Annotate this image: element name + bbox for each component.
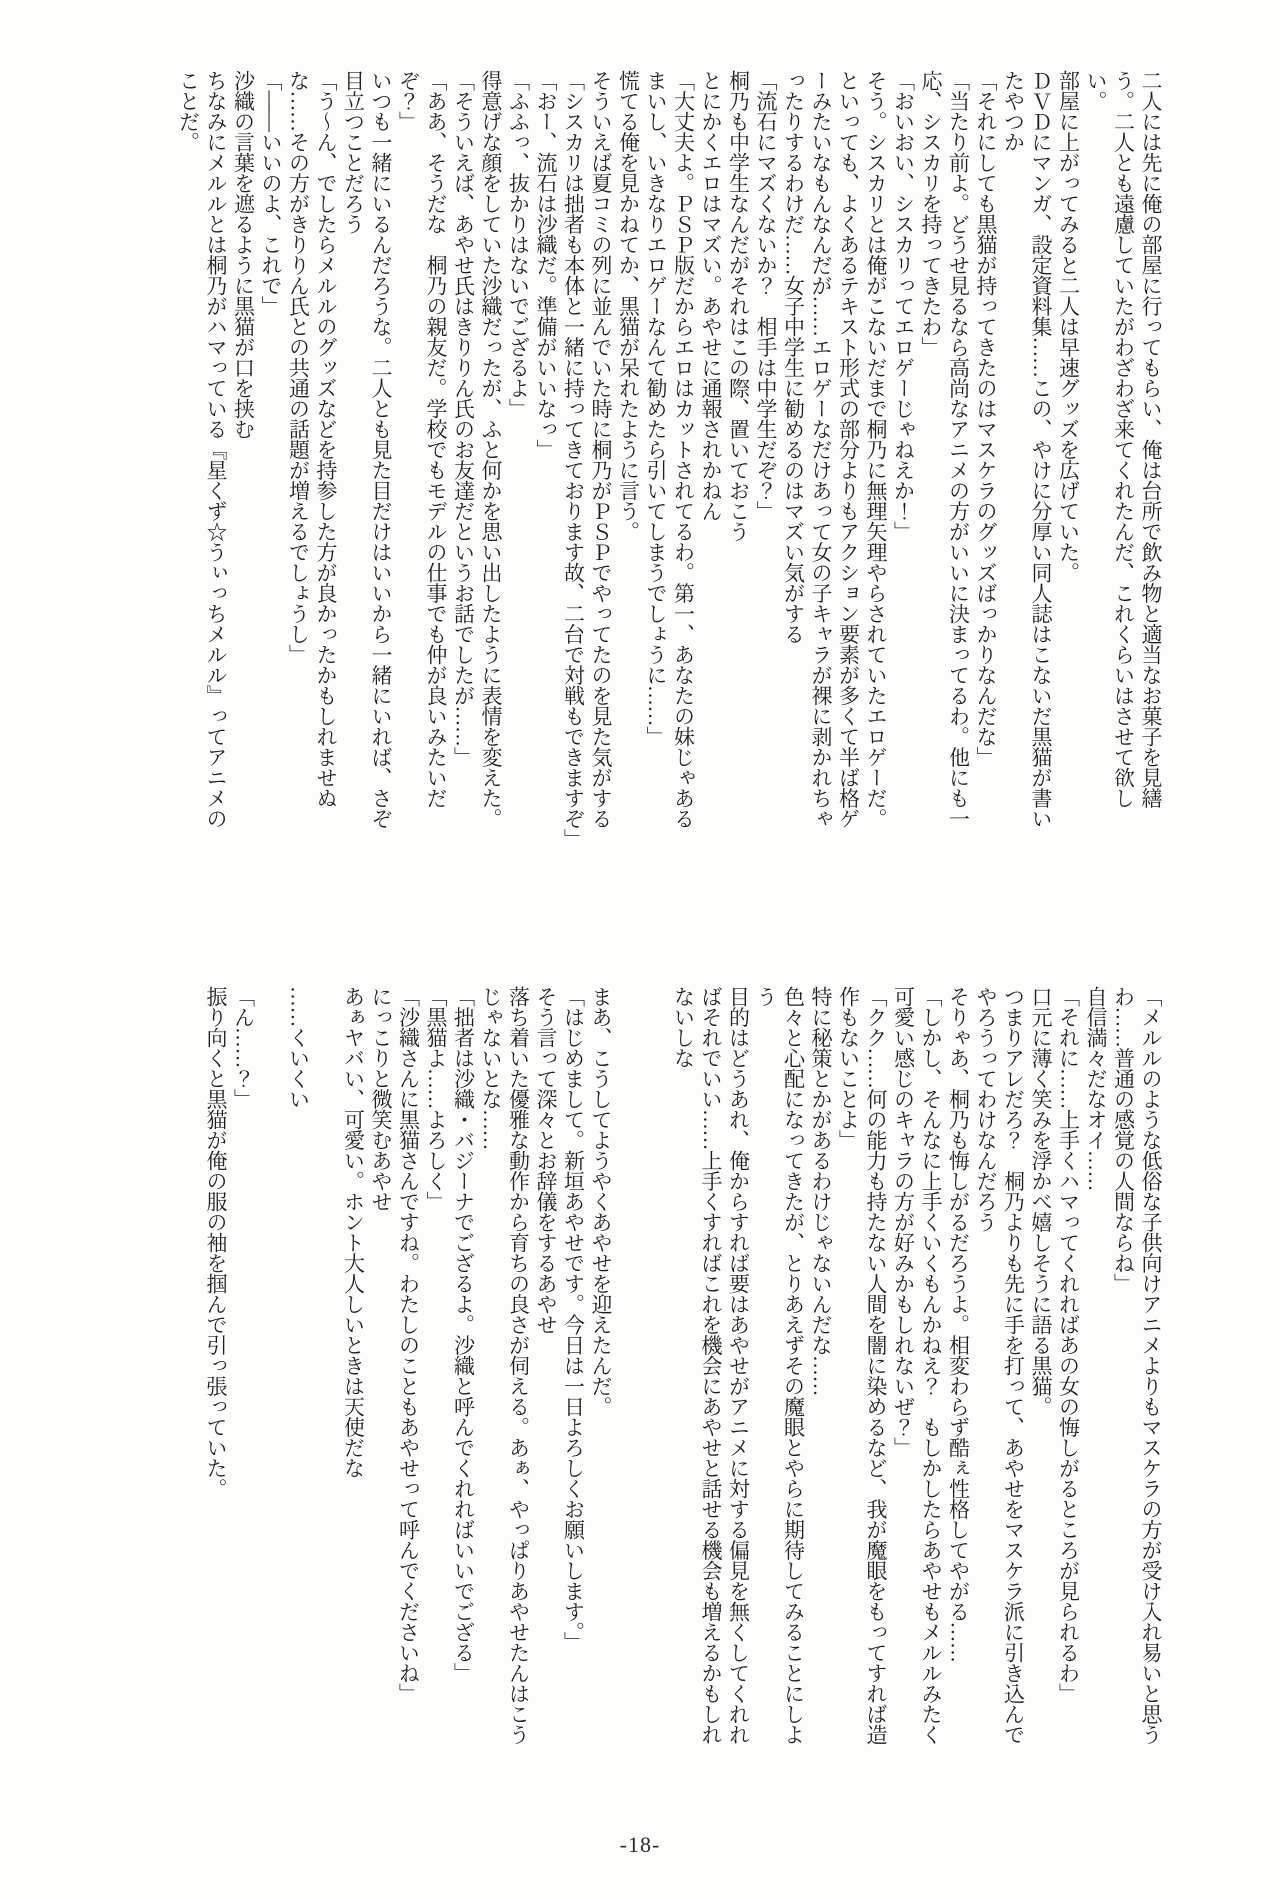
paragraph: そういえば夏コミの列に並んでいた時に桐乃がＰＳＰでやってたのを見た気がする [589, 70, 613, 829]
paragraph: 振り向くと黒猫が俺の服の袖を掴んで引っ張っていた。 [204, 986, 228, 1499]
paragraph: 慌てる俺を見かねてか、黒猫が呆れたように言う。 [616, 70, 641, 542]
paragraph: 「メルルのような低俗な子供向けアニメよりもマスケラの方が受け入れ易いと思うわ……普通の感覚の人間ならね」 [1111, 986, 1163, 1745]
paragraph: あぁヤバい、可愛い。ホント大人しいときは天使だな [341, 986, 366, 1478]
paragraph: 落ち着いた優雅な動作から育ちの良さが伺える。あぁ、やっぱりあやせたんはこうじゃないとな…… [479, 986, 531, 1745]
paragraph: いつも一緒にいるんだろうな。二人とも見た目だけはいいから一緒にいれば、さぞ目立つことだろう [341, 70, 393, 829]
blank-line [614, 986, 642, 1756]
paragraph: 「シスカリは拙者も本体と一緒に持ってきております故、二台で対戦もできますぞ」 [561, 70, 586, 849]
paragraph: 色々と心配になってきたが、とりあえずその魔眼とやらに期待してみることにしよう [754, 986, 806, 1745]
blank-line [312, 986, 340, 1756]
paragraph: 「ああ、そうだな 桐乃の親友だ。学校でもモデルの仕事でも仲が良いみたいだぞ？」 [396, 70, 448, 808]
paragraph: 「クク……何の能力も持たない人間を闇に染めるなど、我が魔眼をもってすれば造作もないことよ」 [836, 986, 888, 1745]
paragraph: 「ん……？」 [231, 986, 256, 1109]
paragraph: 「それにしても黒猫が持ってきたのはマスケラのグッズばっかりなんだな」 [974, 70, 998, 767]
paragraph: まあ、こうしてようやくあやせを迎えたんだ。 [589, 986, 613, 1417]
paragraph: 「おいおい、シスカリってエロゲーじゃねえか！」 [891, 70, 916, 542]
paragraph: 「それに……上手くハマってくれればあの女の悔しがるところが見られるわ」 [1056, 986, 1081, 1704]
paragraph: 「おー、流石は沙織だ。準備がいいなっ」 [534, 70, 558, 460]
paragraph: 口元に薄く笑みを浮かべ嬉しそうに語る黒猫。 [1029, 986, 1053, 1417]
paragraph: ……くいくい [286, 986, 311, 1109]
paragraph: 沙織の言葉を遮るように黒猫が口を挟む [231, 70, 256, 439]
paragraph: 「拙者は沙織・バジーナでござるよ。沙織と呼んでくれればいいでござる」 [451, 986, 476, 1683]
paragraph: 「当たり前よ。どうせ見るなら高尚なアニメの方がいいに決まってるわ。他にも一応、シスカリを持ってきたわ」 [919, 70, 971, 829]
paragraph: 部屋に上がってみると二人は早速グッズを広げていた。 [1056, 70, 1081, 583]
paragraph: 「黒猫よ……よろしく」 [424, 986, 448, 1212]
paragraph: にっこりと微笑むあやせ [369, 986, 393, 1212]
paragraph: 「流石にマズくないか？ 相手は中学生だぞ？」 [754, 70, 778, 521]
paragraph: つまりアレだろ？ 桐乃よりも先に手を打って、あやせをマスケラ派に引き込んでやろうってわけなんだろう [974, 986, 1026, 1745]
paragraph: 「しかし、そんなに上手くいくもんかねえ？ もしかしたらあやせもメルルみたく可愛い感じのキャラの方が好みかもしれないぜ？」 [891, 986, 943, 1745]
story-text-top-block [174, 70, 1164, 849]
paragraph: ＤＶＤにマンガ、設定資料集……この、やけに分厚い同人誌はこないだ黒猫が書いたやつか [1001, 70, 1053, 829]
paragraph: 「大丈夫よ。ＰＳＰ版だからエロはカットされてるわ。第一、あなたの妹じゃあるまいし、いきなりエロゲーなんて勧めたら引いてしまうでしょうに……」 [644, 70, 696, 829]
paragraph: とにかくエロはマズい。あやせに通報されかねん [699, 70, 723, 521]
paragraph: 目的はどうあれ、俺からすれば要はあやせがアニメに対する偏見を無くしてくれればそれでいい……上手くすればこれを機会にあやせと話せる機会も増えるかもしれないしな [671, 986, 751, 1745]
paragraph: 「う〜ん、でしたらメルルのグッズなどを持参した方が良かったかもしれませぬな……その方がきりりん氏との共通の話題が増えるでしょうし」 [286, 70, 338, 808]
page-number: -18- [619, 1832, 661, 1857]
paragraph: ちなみにメルルとは桐乃がハマっている『星くず☆うぃっちメルル』ってアニメのことだ。 [176, 70, 228, 829]
paragraph: 桐乃も中学生なんだがそれはこの際、置いておこう [726, 70, 751, 542]
paragraph: 「ふふっ、抜かりはないでござるよ」 [506, 70, 531, 419]
paragraph: 「――いいのよ、これで」 [259, 70, 283, 316]
paragraph: そう言って深々とお辞儀をするあやせ [534, 986, 558, 1335]
paragraph: 「そういえば、あやせ氏はきりりん氏のお友達だというお話でしたが……」 [451, 70, 476, 767]
paragraph: そりゃあ、桐乃も悔しがるだろうよ。相変わらず酷ぇ性格してやがる…… [946, 986, 971, 1663]
blank-line [642, 986, 670, 1756]
paragraph: 二人には先に俺の部屋に行ってもらい、俺は台所で飲み物と適当なお菓子を見繕う。二人とも遠慮していたがわざわざ来てくれたんだ、これくらいはさせて欲しい。 [1084, 70, 1163, 808]
paragraph: 特に秘策とかがあるわけじゃないんだな…… [809, 986, 833, 1396]
paragraph: 「はじめまして。新垣あやせです。今日は一日よろしくお願いします。」 [561, 986, 586, 1652]
paragraph: 自信満々だなオイ…… [1084, 986, 1108, 1191]
blank-line [257, 986, 285, 1756]
story-text-bottom-block [202, 986, 1165, 1756]
paragraph: そう。シスカリとは俺がこないだまで桐乃に無理矢理やらされていたエロゲーだ。といっても、よくあるテキスト形式の部分よりもアクション要素が多くて半ば格ゲーみたいなもんなんだが……エロゲーなだけあって女の子キャラが裸に剥かれちゃったりするわけだ……女子中学生に勧めるのはマズい気がする [781, 70, 888, 829]
paragraph: 「沙織さんに黒猫さんですね。わたしのこともあやせって呼んでくださいね」 [396, 986, 421, 1704]
paragraph: 得意げな顔をしていた沙織だったが、ふと何かを思い出したように表情を変えた。 [479, 70, 503, 829]
